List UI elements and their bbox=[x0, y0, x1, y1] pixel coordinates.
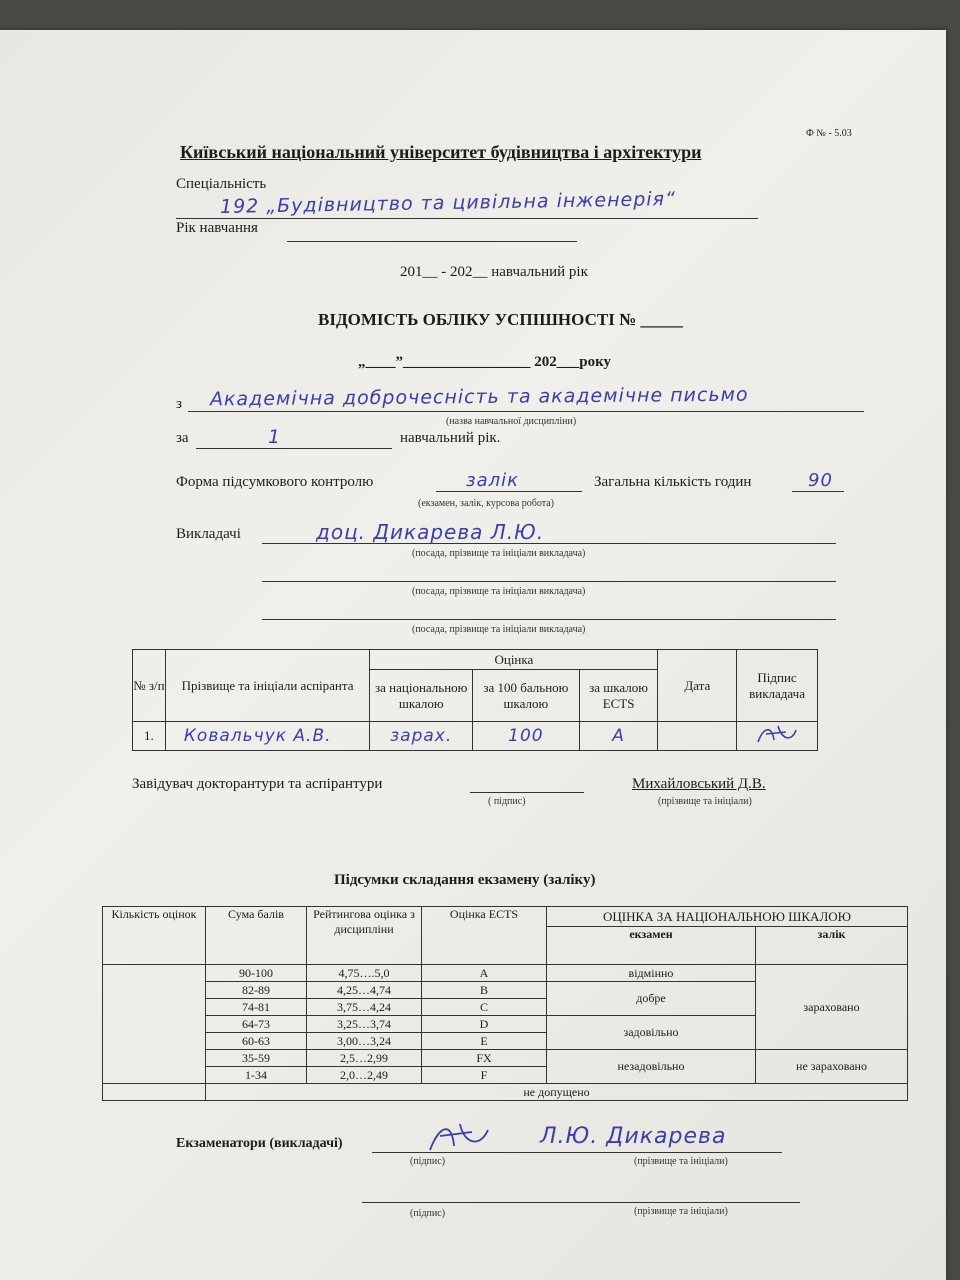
rating-cell: 4,25…4,74 bbox=[307, 982, 422, 999]
rating-cell: 3,00…3,24 bbox=[307, 1033, 422, 1050]
examiner-signature-icon bbox=[424, 1118, 494, 1154]
sum-cell: 74-81 bbox=[206, 999, 307, 1016]
row-signature bbox=[737, 722, 818, 751]
examiner-name-caption-1: (прізвище та ініціали) bbox=[634, 1156, 728, 1167]
teacher-line-2 bbox=[262, 581, 836, 582]
row-date bbox=[658, 722, 737, 751]
course-suffix: навчальний рік. bbox=[400, 430, 501, 446]
summary-table bbox=[102, 906, 908, 1101]
control-form-label: Форма підсумкового контролю bbox=[176, 474, 374, 490]
teacher-caption-2: (посада, прізвище та ініціали викладача) bbox=[412, 586, 586, 597]
exam-cell: добре bbox=[547, 982, 756, 1016]
credit-cell: не зараховано bbox=[756, 1050, 908, 1084]
sum-col-credit: залік bbox=[756, 927, 908, 965]
hours-line bbox=[792, 491, 844, 492]
control-form-caption: (екзамен, залік, курсова робота) bbox=[418, 498, 555, 509]
specialty-label: Спеціальність bbox=[176, 176, 267, 192]
summary-title: Підсумки складання екзамену (заліку) bbox=[334, 872, 596, 888]
rating-cell: 2,0…2,49 bbox=[307, 1067, 422, 1084]
sum-cell: 90-100 bbox=[206, 965, 307, 982]
examiners-label: Екзаменатори (викладачі) bbox=[176, 1136, 343, 1151]
teacher-caption-3: (посада, прізвище та ініціали викладача) bbox=[412, 624, 586, 635]
discipline-line bbox=[188, 411, 864, 412]
examiner-sign-caption-1: (підпис) bbox=[410, 1156, 446, 1167]
ects-cell: E bbox=[422, 1033, 547, 1050]
sum-col-national: ОЦІНКА ЗА НАЦІОНАЛЬНОЮ ШКАЛОЮ bbox=[547, 907, 908, 927]
col-number: № з/п bbox=[133, 650, 166, 722]
teacher-line-3 bbox=[262, 619, 836, 620]
row-name: Ковальчук А.В. bbox=[165, 722, 369, 751]
examiner-line-2 bbox=[362, 1202, 800, 1203]
col-national: за національною шкалою bbox=[370, 670, 473, 722]
sum-col-sum: Сума балів bbox=[206, 907, 307, 965]
rating-cell: 3,25…3,74 bbox=[307, 1016, 422, 1033]
discipline-caption: (назва навчальної дисципліни) bbox=[446, 416, 577, 427]
ects-cell: B bbox=[422, 982, 547, 999]
rating-cell: 3,75…4,24 bbox=[307, 999, 422, 1016]
empty-cell bbox=[103, 1084, 206, 1101]
teacher-caption-1: (посада, прізвище та ініціали викладача) bbox=[412, 548, 586, 559]
ects-cell: C bbox=[422, 999, 547, 1016]
col-ects: за шкалою ECTS bbox=[579, 670, 658, 722]
examiner-name-caption-2: (прізвище та ініціали) bbox=[634, 1206, 728, 1217]
col-name: Прізвище та ініціали аспіранта bbox=[165, 650, 369, 722]
row-national: зарах. bbox=[370, 722, 473, 751]
sum-col-ects: Оцінка ECTS bbox=[422, 907, 547, 965]
col-100: за 100 бальною шкалою bbox=[473, 670, 580, 722]
teachers-label: Викладачі bbox=[176, 526, 241, 542]
signature-icon bbox=[752, 722, 802, 746]
control-form-handwritten: залік bbox=[466, 470, 519, 491]
ects-cell: FX bbox=[422, 1050, 547, 1067]
col-grade-group: Оцінка bbox=[370, 650, 658, 670]
academic-year: 201__ - 202__ навчальний рік bbox=[400, 264, 588, 280]
sum-cell: 1-34 bbox=[206, 1067, 307, 1084]
document-sheet bbox=[0, 30, 946, 1280]
not-admitted-cell: не допущено bbox=[206, 1084, 908, 1101]
table-row bbox=[133, 722, 818, 751]
sum-col-rating: Рейтингова оцінка з дисципліни bbox=[307, 907, 422, 965]
study-year-line bbox=[287, 241, 577, 242]
sum-col-count: Кількість оцінок bbox=[103, 907, 206, 965]
examiner-name-handwritten: Л.Ю. Дикарева bbox=[540, 1124, 727, 1149]
head-name-caption: (прізвище та ініціали) bbox=[658, 796, 752, 807]
rating-cell: 4,75….5,0 bbox=[307, 965, 422, 982]
table-row bbox=[103, 1084, 908, 1101]
sum-cell: 82-89 bbox=[206, 982, 307, 999]
head-name: Михайловський Д.В. bbox=[632, 776, 766, 792]
exam-cell: відмінно bbox=[547, 965, 756, 982]
results-table bbox=[132, 649, 818, 751]
col-signature: Підпис викладача bbox=[737, 650, 818, 722]
table-row bbox=[103, 965, 908, 982]
ects-cell: D bbox=[422, 1016, 547, 1033]
head-sign-caption: ( підпис) bbox=[488, 796, 526, 807]
sum-count-cell bbox=[103, 965, 206, 1084]
row-ects: A bbox=[579, 722, 658, 751]
row-100: 100 bbox=[473, 722, 580, 751]
control-form-line bbox=[436, 491, 582, 492]
course-handwritten: 1 bbox=[268, 426, 282, 448]
rating-cell: 2,5…2,99 bbox=[307, 1050, 422, 1067]
course-line bbox=[196, 448, 392, 449]
examiner-sign-caption-2: (підпис) bbox=[410, 1208, 446, 1219]
head-label: Завідувач докторантури та аспірантури bbox=[132, 776, 383, 792]
exam-cell: незадовільно bbox=[547, 1050, 756, 1084]
specialty-handwritten: 192 „Будівництво та цивільна інженерія“ bbox=[219, 188, 677, 218]
hours-label: Загальна кількість годин bbox=[594, 474, 752, 490]
ects-cell: A bbox=[422, 965, 547, 982]
specialty-line bbox=[176, 218, 758, 219]
sum-cell: 64-73 bbox=[206, 1016, 307, 1033]
exam-cell: задовільно bbox=[547, 1016, 756, 1050]
hours-handwritten: 90 bbox=[808, 470, 833, 491]
teacher-handwritten: доц. Дикарева Л.Ю. bbox=[316, 520, 545, 544]
credit-cell: зараховано bbox=[756, 965, 908, 1050]
col-date: Дата bbox=[658, 650, 737, 722]
discipline-handwritten: Академічна доброчесність та академічне письмо bbox=[209, 383, 749, 411]
table-row bbox=[103, 1050, 908, 1067]
sheet-date: „____”_________________ 202___року bbox=[358, 354, 612, 370]
discipline-prefix: з bbox=[176, 396, 182, 412]
course-prefix: за bbox=[176, 430, 189, 446]
study-year-label: Рік навчання bbox=[176, 220, 258, 236]
sum-cell: 35-59 bbox=[206, 1050, 307, 1067]
sheet-title: ВІДОМІСТЬ ОБЛІКУ УСПІШНОСТІ № _____ bbox=[318, 310, 683, 329]
university-title: Київський національний університет будівництва і архітектури bbox=[180, 142, 702, 162]
sum-cell: 60-63 bbox=[206, 1033, 307, 1050]
head-sign-line bbox=[470, 792, 584, 793]
form-number: Ф № - 5.03 bbox=[806, 128, 852, 139]
ects-cell: F bbox=[422, 1067, 547, 1084]
row-number: 1. bbox=[133, 722, 166, 751]
sum-col-exam: екзамен bbox=[547, 927, 756, 965]
